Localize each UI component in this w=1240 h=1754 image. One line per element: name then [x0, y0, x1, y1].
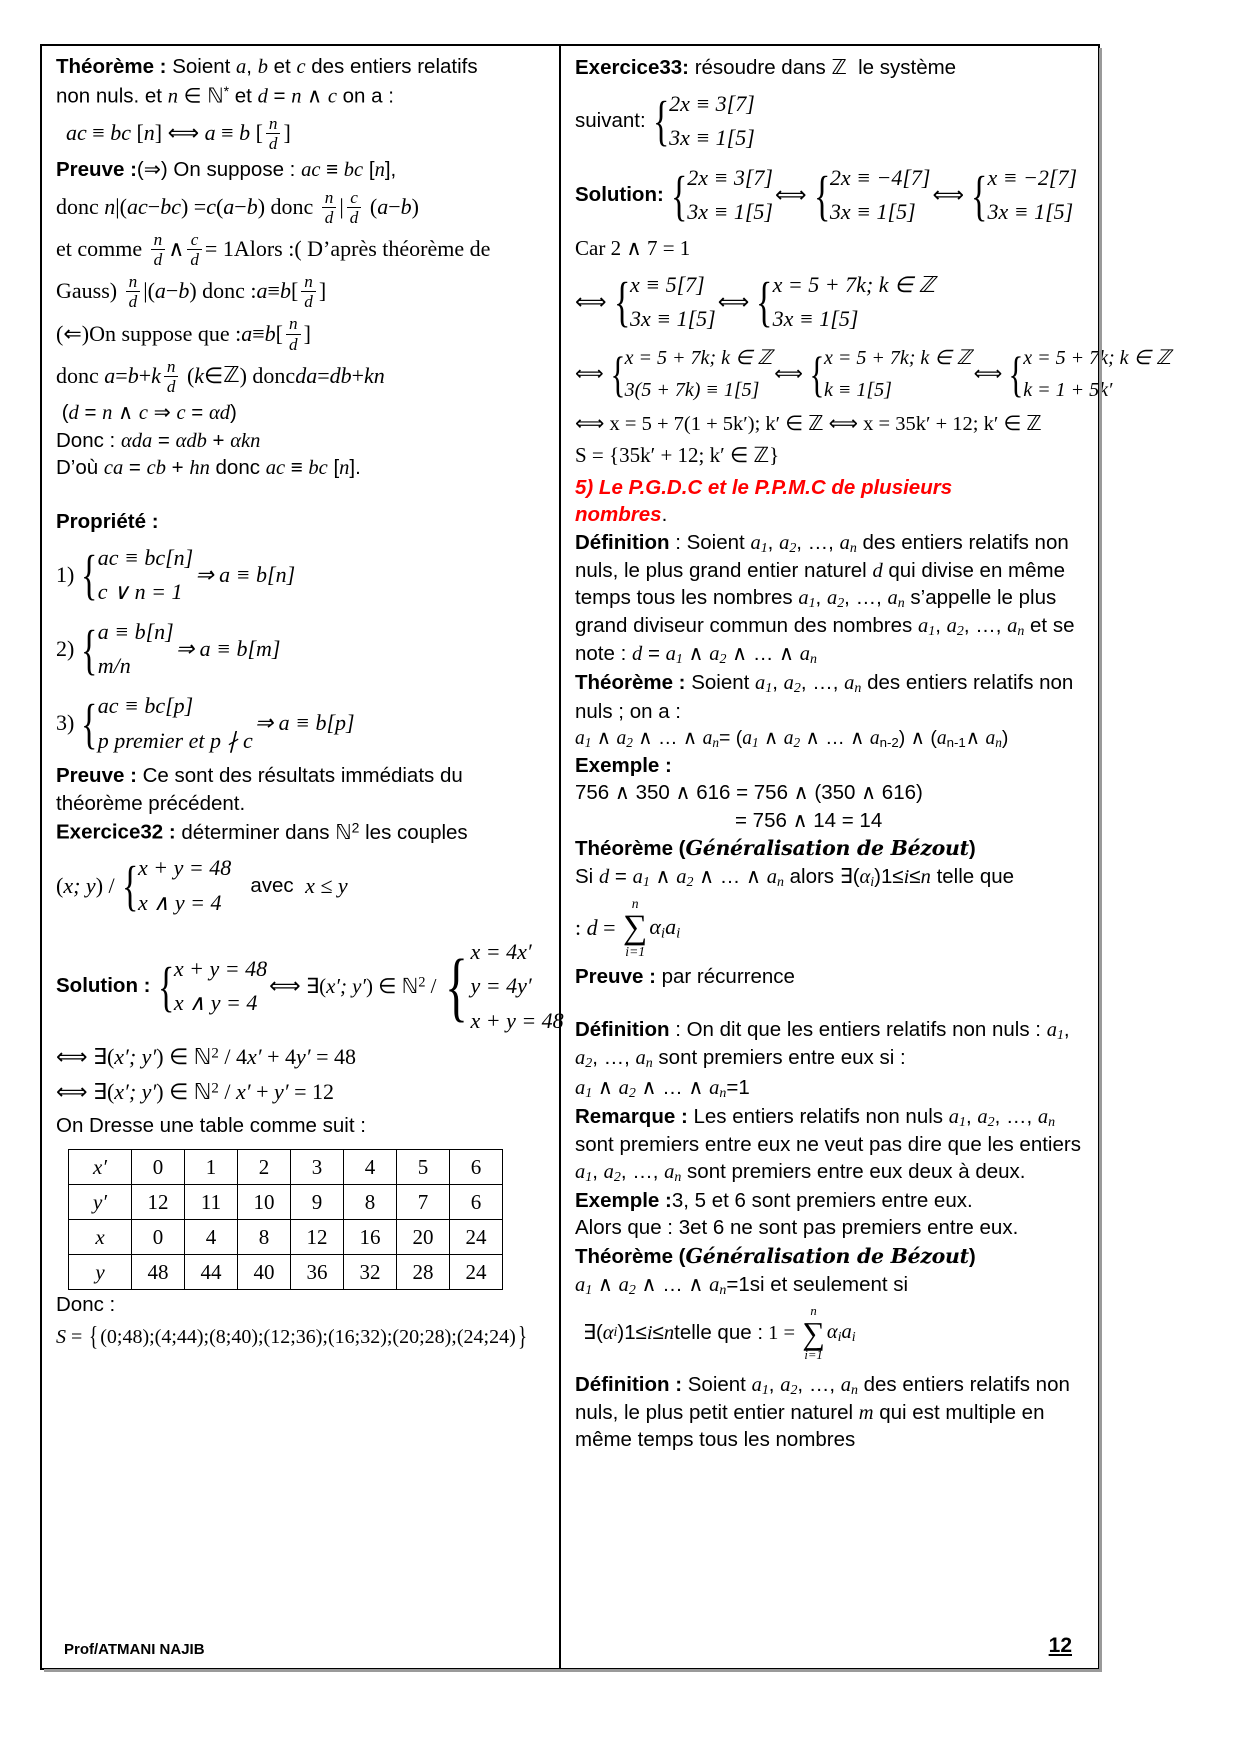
theorem-bezout1-name: Généralisation de Bézout: [685, 836, 969, 861]
table-cell: 3: [291, 1150, 344, 1185]
theorem-assoc-block: [575, 670, 1090, 725]
table-cell: 44: [185, 1255, 238, 1290]
proof1-donc: donc n |( ac − bc ) = c ( a − b ) donc $\frac{n}{d}$ | $\frac{c}{d}$ ( a − b ): [56, 187, 419, 227]
definition1-label: Définition: [575, 531, 670, 555]
propriete-item-1-top: ac ≡ bc[n]: [97, 544, 194, 570]
section5-heading-period: .: [661, 503, 668, 527]
solution33-final: [575, 411, 1090, 438]
propriete-item-2-num: 2): [56, 636, 75, 662]
propriete-item-1: 1) { ac ≡ bc[n] c ∨ n = 1 ⇒ a ≡ b[n]: [56, 541, 549, 610]
theorem-bezout1-label: Théorème (: [575, 837, 686, 861]
proof1-line-d: (d = n ∧ c ⇒ c = αd): [56, 401, 237, 425]
definition1-colon: :: [669, 531, 687, 555]
proof1-donc2: donc a = b + k $\frac{n}{d}$ ( k ∈ ℤ ) donc da = db + kn: [56, 356, 385, 396]
table-cell: 36: [291, 1255, 344, 1290]
definition1-block: [575, 530, 1090, 669]
table-cell: 5: [397, 1150, 450, 1185]
theorem-bezout2-formula: ∃( α i )1≤ i ≤ n telle que : 1 = n ∑ i=1 $\alpha_ia_i$: [583, 1303, 856, 1363]
example2-text1: 3, 5 et 6 sont premiers entre eux.: [671, 1188, 973, 1212]
solution33-step1: Solution: { 2x ≡ 3[7] 3x ≡ 1[5] ⟺ { 2x ≡ −4[7] 3x ≡ 1[5] ⟺ { x ≡ −2[7] 3x ≡ 1[5]: [575, 161, 1090, 230]
exercice33-sys-bottom: 3x ≡ 1[5]: [669, 125, 755, 151]
propriete-item-2: 2) { a ≡ b[n] m/n ⇒ a ≡ b[m]: [56, 615, 549, 684]
solution32-step3: ⟺ ∃(x′; y′) ∈ ℕ$^2$ / x′ + y′ = 12: [56, 1078, 334, 1105]
propriete-item-3: 3) { ac ≡ bc[p] p premier et p ∤ c ⇒ a ≡ b[p]: [56, 689, 549, 758]
bezout2-sum-top: n: [810, 1303, 817, 1318]
exercice32-sys-top: x + y = 48: [138, 855, 232, 881]
solution33-car-text: Car 2 ∧ 7 = 1: [575, 236, 691, 261]
table-row: [69, 1255, 503, 1290]
solution33-sys8-bottom: k = 1 + 5k′: [1023, 378, 1113, 401]
exercice33-sys-top: 2x ≡ 3[7]: [669, 90, 755, 116]
solution32-table-intro: On Dresse une table comme suit :: [56, 1113, 366, 1137]
proof1-backward: (⇐)On suppose que : a ≡ b [ $\frac{n}{d}$ ]: [56, 314, 311, 354]
bezout1-sum-bottom: i=1: [625, 944, 646, 960]
proof1-dou: D’où ca = cb + hn donc ac ≡ bc [n].: [56, 456, 361, 480]
solution33-sys2-top: 2x ≡ −4[7]: [829, 164, 931, 190]
solution33-car: [575, 235, 1090, 263]
propriete-item-3-result: ⇒ a ≡ b[p]: [254, 710, 355, 736]
solution33-set: [575, 442, 1090, 469]
table-cell: 8: [238, 1220, 291, 1255]
propriete-item-1-num: 1): [56, 561, 75, 587]
solution32-sys1-bottom: x ∧ y = 4: [173, 990, 258, 1016]
theorem-bezout1-close: ): [968, 837, 976, 861]
table-cell: 4: [185, 1220, 238, 1255]
table-cell: 1: [185, 1150, 238, 1185]
table-cell: 6: [450, 1150, 503, 1185]
solution33-sys4-bottom: 3x ≡ 1[5]: [629, 306, 716, 332]
exercice32-sys-bottom: x ∧ y = 4: [138, 889, 222, 915]
theorem-assoc-label: Théorème :: [575, 671, 686, 695]
exercice32-avec: avec: [250, 873, 294, 897]
solution33-final-text: ⟺ x = 5 + 7(1 + 5k′); k′ ∈ ℤ ⟺ x = 35k′ + 12; k′ ∈ ℤ: [575, 412, 1042, 435]
solution33-sys8-top: x = 5 + 7k; k ∈ ℤ: [1023, 346, 1171, 369]
remarque-label: Remarque :: [575, 1104, 688, 1128]
solution33-label: Solution:: [575, 183, 664, 207]
vertical-spacer-right: [575, 991, 1090, 1017]
propriete-item-3-num: 3): [56, 710, 75, 736]
table-cell: 7: [397, 1185, 450, 1220]
table-row: [69, 1185, 503, 1220]
proof1-comme: et comme $\frac{n}{d}$ ∧ $\frac{c}{d}$ = 1Alors :( D’après théorème de: [56, 229, 491, 269]
solution33-set-text: S = {35k′ + 12; k′ ∈ ℤ}: [575, 443, 780, 468]
example2-line2: Alors que : 3et 6 ne sont pas premiers entre eux.: [575, 1216, 1019, 1240]
exercice32-statement: déterminer dans ℕ$^2$ les couples: [181, 819, 468, 844]
page-footer: [42, 1634, 1098, 1658]
theorem-bezout2-heading: [575, 1243, 1090, 1271]
theorem-bezout1-formula: : d = n ∑ i=1 $\alpha_ia_i$: [575, 896, 681, 960]
remarque-text: Les entiers relatifs non nuls $a_1$, $a_2$, …, $a_n$ sont premiers entre eux ne veut pas dire que les entiers $a_1$, $a_2$, …, $a_n$ sont premiers entre eux deux à deux.: [575, 1104, 1081, 1185]
definition3-text: Soient $a_1$, $a_2$, …, $a_n$ des entiers relatifs non nuls, le plus petit entier naturel m qui est multiple en même temps tous les nombres: [575, 1373, 1070, 1451]
proof1-label: Preuve :: [56, 157, 137, 181]
proof2-label: Preuve :: [56, 764, 137, 788]
table-cell: 0: [132, 1150, 185, 1185]
theorem1-line1: [56, 54, 549, 81]
solution32-step1: Solution : { x + y = 48 x ∧ y = 4 ⟺ ∃(x′; y′) ∈ ℕ$^2$ / { x = 4x′ y = 4y′ x + y = 48: [56, 935, 549, 1039]
example1-label: Exemple :: [575, 753, 672, 777]
proof-rec-text: par récurrence: [661, 964, 795, 988]
proof-rec-label: Preuve :: [575, 964, 656, 988]
conclusion-set: S = { (0;48);(4;44);(8;40);(12;36);(16;32);(20;28);(24;24) }: [56, 1321, 527, 1352]
proof1-donc3: Donc : αda = αdb + αkn: [56, 428, 261, 452]
proof1-forward: [56, 157, 549, 184]
solution32-step2: ⟺ ∃(x′; y′) ∈ ℕ$^2$ / 4x′ + 4y′ = 48: [56, 1044, 356, 1071]
theorem-bezout1-heading: [575, 835, 1090, 863]
solution32-sys2-line1: x = 4x′: [470, 938, 532, 964]
solution33-sys3-bottom: 3x ≡ 1[5]: [987, 199, 1074, 225]
solution33-sys6-bottom: 3(5 + 7k) ≡ 1[5]: [624, 378, 760, 401]
table-cell: 16: [344, 1220, 397, 1255]
theorem1-formula: ac ≡ bc [ n ] ⟺ a ≡ b [ $\frac{n}{d}$ ]: [66, 113, 291, 153]
vertical-spacer: [56, 483, 549, 509]
definition3-block: [575, 1372, 1090, 1453]
bezout2-sum-bottom: i=1: [804, 1348, 823, 1363]
propriete-item-2-top: a ≡ b[n]: [97, 618, 174, 644]
section5-heading-line2-text: nombres: [575, 503, 662, 527]
example2-line1: [575, 1188, 1090, 1215]
solution33-sys2-bottom: 3x ≡ 1[5]: [829, 199, 916, 225]
solution32-sys2-line2: y = 4y′: [470, 973, 532, 999]
exercice32-label: Exercice32 :: [56, 820, 176, 844]
proof-rec-line: [575, 964, 1090, 991]
table-cell: 40: [238, 1255, 291, 1290]
propriete-item-2-result: ⇒ a ≡ b[m]: [175, 636, 281, 662]
proof1-dir-forward: (⇒) On suppose : ac ≡ bc [n],: [136, 157, 397, 181]
theorem1-label: Théorème :: [56, 55, 167, 78]
exercice32-system: ( x; y ) / { x + y = 48 x ∧ y = 4 avec x ≤ y: [56, 851, 549, 920]
table-row-3-header: y: [69, 1255, 132, 1290]
table-cell: 48: [132, 1255, 185, 1290]
table-cell: 9: [291, 1185, 344, 1220]
solution32-label: Solution :: [56, 974, 151, 998]
table-cell: 0: [132, 1220, 185, 1255]
theorem-bezout1-condition: Si $d = a_1$ ∧ $a_2$ ∧ … ∧ $a_n$ alors $\exists(\alpha_i)1\le i\le n$ telle que: [575, 865, 1015, 891]
table-row: [69, 1150, 503, 1185]
table-row-2-header: x: [69, 1220, 132, 1255]
theorem1-text1: Soient a, b et c des entiers relatifs: [172, 55, 478, 78]
table-row: [69, 1220, 503, 1255]
remarque-block: [575, 1104, 1090, 1187]
propriete-item-2-bottom: m/n: [97, 653, 131, 679]
solution33-sys3-top: x ≡ −2[7]: [987, 164, 1078, 190]
propriete-item-1-result: ⇒ a ≡ b[n]: [195, 561, 296, 587]
solution32-sys1-top: x + y = 48: [173, 955, 268, 981]
page-number: 12: [1048, 1634, 1072, 1657]
definition2-colon: :: [669, 1018, 687, 1042]
exercice33-suivant: suivant:: [575, 108, 646, 132]
solution-table: [68, 1149, 503, 1290]
theorem-assoc-formula: $a_1$ ∧ $a_2$ ∧ … ∧ $a_n= (a_1$ ∧ $a_2$ ∧ … ∧ $a_{n-2}$) ∧ ($a_{n-1}\wedge$ $a_n$): [575, 727, 1009, 751]
definition2-formula: $a_1$ ∧ $a_2$ ∧ … ∧ $a_n=1$: [575, 1075, 750, 1101]
solution33-sys5-bottom: 3x ≡ 1[5]: [772, 306, 859, 332]
exercice32-condition: x ≤ y: [305, 872, 348, 898]
bezout1-sum-top: n: [631, 896, 639, 912]
solution33-step2: ⟺ { x ≡ 5[7] 3x ≡ 1[5] ⟺ { x = 5 + 7k; k ∈ ℤ 3x ≡ 1[5]: [575, 268, 1090, 337]
exercice33-statement: résoudre dans ℤ le système: [694, 55, 957, 79]
exercice33-heading: [575, 54, 1090, 82]
exercice33-system: suivant: { 2x ≡ 3[7] 3x ≡ 1[5]: [575, 87, 1090, 156]
solution33-sys7-top: x = 5 + 7k; k ∈ ℤ: [823, 346, 972, 369]
propriete-item-3-top: ac ≡ bc[p]: [97, 693, 194, 718]
theorem-bezout2-close: ): [968, 1245, 976, 1269]
definition2-label: Définition: [575, 1018, 670, 1042]
solution33-sys1-top: 2x ≡ 3[7]: [687, 164, 773, 190]
table-cell: 24: [450, 1255, 503, 1290]
document-page: [40, 44, 1171, 1670]
theorem-bezout2-condition: $a_1$ ∧ $a_2$ ∧ … ∧ $a_n=1si$ et seulement si: [575, 1272, 909, 1298]
proof1-gauss: Gauss) $\frac{n}{d}$ |( a − b ) donc : a ≡ b [ $\frac{n}{d}$ ]: [56, 272, 327, 312]
section5-heading-line2: [575, 502, 1090, 529]
left-column: [42, 46, 564, 1668]
proof2-text1: Ce sont des résultats immédiats du: [142, 764, 463, 788]
solution33-sys5-top: x = 5 + 7k; k ∈ ℤ: [772, 271, 935, 297]
table-cell: 11: [185, 1185, 238, 1220]
theorem-bezout2-name: Généralisation de Bézout: [685, 1244, 969, 1269]
proof2-line2: théorème précédent.: [56, 791, 246, 815]
table-cell: 8: [344, 1185, 397, 1220]
table-cell: 4: [344, 1150, 397, 1185]
propriete-item-3-bottom: p premier et p ∤ c: [97, 727, 253, 753]
solution33-sys6-top: x = 5 + 7k; k ∈ ℤ: [624, 346, 773, 369]
propriete-item-1-bottom: c ∨ n = 1: [97, 579, 183, 605]
two-column-layout: [42, 46, 1171, 1668]
exercice32-heading: [56, 818, 549, 846]
definition3-label: Définition :: [575, 1373, 683, 1397]
theorem1-line2: non nuls. et n ∈ ℕ* et d = n ∧ c on a :: [56, 82, 394, 107]
definition2-block: [575, 1017, 1090, 1073]
proof2-line1: [56, 763, 549, 790]
table-row-1-header: y′: [69, 1185, 132, 1220]
solution33-sys7-bottom: k ≡ 1[5]: [823, 378, 892, 401]
table-cell: 20: [397, 1220, 450, 1255]
definition1-text: Soient $a_1$, $a_2$, …, $a_n$ des entiers relatifs non nuls, le plus grand entier naturel d qui divise en même temps tous les nombres $a_1$, $a_2$, …, $a_n$ s’appelle le plus grand diviseur commun des nombres $a_1$, $a_2$, …, $a_n$ et se note : $d = a_1$ ∧ $a_2$ ∧ … ∧ $a_n$: [575, 531, 1075, 668]
table-cell: 10: [238, 1185, 291, 1220]
table-cell: 12: [291, 1220, 344, 1255]
solution33-sys4-top: x ≡ 5[7]: [629, 271, 705, 297]
table-cell: 2: [238, 1150, 291, 1185]
example1-line2: = 756 ∧ 14 = 14: [735, 808, 883, 832]
theorem-assoc-text: Soient $a_1$, $a_2$, …, $a_n$ des entiers relatifs non nuls ; on a :: [575, 671, 1074, 723]
table-cell: 6: [450, 1185, 503, 1220]
example1-line1: 756 ∧ 350 ∧ 616 = 756 ∧ (350 ∧ 616): [575, 781, 923, 805]
table-cell: 32: [344, 1255, 397, 1290]
table-cell: 24: [450, 1220, 503, 1255]
table-cell: 12: [132, 1185, 185, 1220]
example1-label-line: [575, 753, 1090, 780]
table-row-0-header: x′: [69, 1150, 132, 1185]
propriete-label: Propriété :: [56, 509, 159, 533]
right-column: [559, 46, 1171, 1668]
example2-label: Exemple :: [575, 1188, 672, 1212]
solution33-step3: ⟺ { x = 5 + 7k; k ∈ ℤ 3(5 + 7k) ≡ 1[5] ⟺ { x = 5 + 7k; k ∈ ℤ k ≡ 1[5] ⟺ { x = 5 + 7k; k ∈ ℤ k = 1 + 5k′: [575, 342, 1090, 406]
definition2-text: On dit que les entiers relatifs non nuls : $a_1$, $a_2$, …, $a_n$ sont premiers entre eux si :: [575, 1018, 1070, 1072]
propriete-heading: [56, 509, 549, 536]
solution32-equiv: ⟺: [269, 973, 301, 999]
section5-heading-line1: 5) Le P.G.D.C et le P.P.M.C de plusieurs: [575, 475, 953, 499]
solution33-sys1-bottom: 3x ≡ 1[5]: [687, 199, 773, 225]
exercice33-label: Exercice33:: [575, 56, 689, 79]
solution32-sys2-line3: x + y = 48: [470, 1007, 564, 1033]
conclusion-donc: Donc :: [56, 1293, 116, 1317]
author-credit: Prof/ATMANI NAJIB: [64, 1641, 205, 1658]
table-cell: 28: [397, 1255, 450, 1290]
theorem-bezout2-label: Théorème (: [575, 1245, 686, 1269]
